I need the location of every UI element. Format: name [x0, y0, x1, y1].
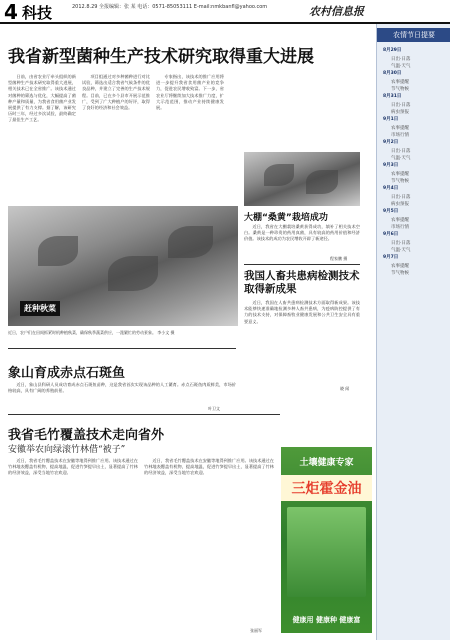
story5-byline: 张丽军	[250, 628, 262, 633]
sidebar-item[interactable]: 节气物候	[391, 271, 409, 276]
story5-subhead: 安徽举农向绿滚竹林借“被子”	[8, 445, 126, 455]
story3-byline: 晓 闻	[340, 386, 350, 391]
story3-text: 近日，我国在人畜共患病检测技术方面取得新成果。该技术能够快速准确地检测多种人畜共患病，为疫病防控提供了有力的技术支持，对保障畜牧业健康发展和公共卫生安全具有重要意义。	[244, 300, 360, 324]
sidebar	[376, 24, 450, 640]
sidebar-item[interactable]: 农事提醒	[391, 264, 409, 269]
sidebar-item[interactable]: 日出·日落	[391, 57, 411, 62]
page-number: 4	[4, 0, 18, 24]
lead-text-col-3: 专家指出，该技术的推广应用将进一步提升我省食用菌产业的竞争力，促进农民增收致富。下一步，省农业厅将继续加大技术推广力度，扩大示范范围，推动产业持续健康发展。	[156, 74, 224, 111]
sidebar-item[interactable]: 市场行情	[391, 133, 409, 138]
advert-box	[281, 447, 372, 633]
sidebar-item[interactable]: 气温·天气	[391, 64, 411, 69]
story5-text-col-1: 近日，我省毛竹覆盖技术在安徽等地得到推广应用。该技术通过在竹林地表覆盖有机物，提高地温，促进竹笋提早出土，显著提高了竹林的经济效益，深受当地竹农欢迎。	[8, 458, 138, 476]
sidebar-item[interactable]: 农事提醒	[391, 218, 409, 223]
sidebar-item[interactable]: 日出·日落	[391, 195, 411, 200]
story4-byline: 叶卫文	[208, 406, 220, 411]
story5-headline: 我省毛竹覆盖技术走向省外	[8, 428, 165, 443]
sidebar-item[interactable]: 农事提醒	[391, 172, 409, 177]
sidebar-item[interactable]: 日出·日落	[391, 149, 411, 154]
sidebar-date[interactable]: 9月1日	[383, 117, 399, 122]
story2-byline: 程家鹏 摄	[330, 256, 348, 261]
sidebar-date[interactable]: 8月30日	[383, 71, 402, 76]
lead-headline: 我省新型菌种生产技术研究取得重大进展	[8, 47, 314, 67]
newspaper-brand: 农村信息报	[309, 5, 364, 18]
masthead	[0, 0, 450, 24]
photo-caption: 近日，农户们在田间抓紧时机种植秋菜，确保秋季蔬菜供应，一派繁忙的劳动景象。 李小文 摄	[8, 330, 175, 335]
sidebar-date[interactable]: 9月6日	[383, 232, 399, 237]
story2-headline: 大棚“桑黄”栽培成功	[244, 213, 328, 223]
sidebar-date[interactable]: 9月2日	[383, 140, 399, 145]
sidebar-date[interactable]: 8月29日	[383, 48, 402, 53]
sidebar-item[interactable]: 气温·天气	[391, 156, 411, 161]
lead-text-col-2: 项目组通过对多种菌种进行对比试验，筛选出适合我省气候条件的优良品种，并建立了完善的生产技术规程。目前，已在多个县市开展示范推广，受到了广大种植户的好评，取得了良好的经济和社会效益。	[82, 74, 150, 111]
section-title: 科技	[22, 4, 53, 22]
divider	[8, 414, 280, 415]
farm-photo	[8, 206, 238, 326]
sidebar-item[interactable]: 农事提醒	[391, 80, 409, 85]
divider	[244, 264, 360, 265]
ad-bottom-text: 健康用 健康种 健康富	[292, 616, 361, 624]
sidebar-date[interactable]: 9月5日	[383, 209, 399, 214]
story4-text: 近日，象山县科研人员成功育成赤点石斑鱼苗种，这是我省首次实现该品种的人工繁育。赤点石斑鱼肉质鲜美，市场价格较高，具有广阔的养殖前景。	[8, 382, 236, 394]
sidebar-date[interactable]: 9月4日	[383, 186, 399, 191]
photo-tag: 赶种秋菜	[20, 301, 60, 316]
divider	[8, 348, 236, 349]
sidebar-date[interactable]: 9月3日	[383, 163, 399, 168]
mushroom-photo	[244, 152, 360, 206]
sidebar-date[interactable]: 8月31日	[383, 94, 402, 99]
sidebar-item[interactable]: 日出·日落	[391, 103, 411, 108]
sidebar-item[interactable]: 日出·日落	[391, 241, 411, 246]
story5-text-col-2: 近日，我省毛竹覆盖技术在安徽等地得到推广应用。该技术通过在竹林地表覆盖有机物，提高地温，促进竹笋提早出土，显著提高了竹林的经济效益，深受当地竹农欢迎。	[144, 458, 274, 476]
sidebar-item[interactable]: 农事提醒	[391, 126, 409, 131]
sidebar-item[interactable]: 节气物候	[391, 179, 409, 184]
sidebar-item[interactable]: 病虫预报	[391, 202, 409, 207]
sidebar-item[interactable]: 病虫预报	[391, 110, 409, 115]
field-image	[287, 507, 366, 597]
header-meta: 2012.8.29 全报编辑：张 某 电话：0571-85053111 E-mail:nmkbanfl@yahoo.com	[72, 4, 268, 10]
sidebar-item[interactable]: 气温·天气	[391, 248, 411, 253]
sidebar-item[interactable]: 市场行情	[391, 225, 409, 230]
ad-main-text: 三炬霍金油	[281, 475, 372, 501]
story4-headline: 象山育成赤点石斑鱼	[8, 366, 126, 381]
sidebar-item[interactable]: 节气物候	[391, 87, 409, 92]
story3-headline: 我国人畜共患病检测技术取得新成果	[244, 270, 360, 295]
sidebar-title: 农情节日提要	[377, 28, 450, 42]
story2-text: 近日，我省在大棚栽培桑黄获得成功，填补了相关技术空白。桑黄是一种珍贵的药用真菌，具有较高的药用价值和经济价值。该技术的成功为农民增收开辟了新途径。	[244, 224, 360, 242]
lead-text-col-1: 日前，由省农业厅牵头组织的新型菌种生产技术研究取得重大进展，相关技术已在全省推广。该技术通过对菌种的筛选与优化，大幅提高了菌种产量和质量，为我省食用菌产业发展提供了有力支撑。据了解，该研究历时三年，经过多次试验，最终确定了最佳生产工艺。	[8, 74, 76, 123]
ad-top-text: 土壤健康专家	[299, 458, 354, 468]
sidebar-date[interactable]: 9月7日	[383, 255, 399, 260]
